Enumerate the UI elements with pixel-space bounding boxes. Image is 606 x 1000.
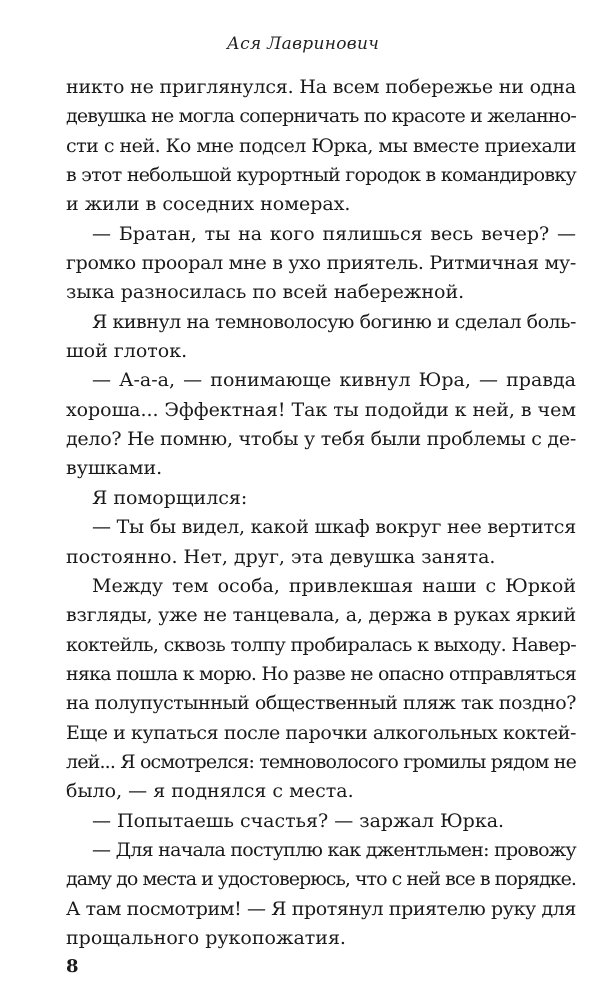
- text-line: никто не приглянулся. На всем побережье ни одна: [66, 76, 577, 98]
- text-line: няка пошла к морю. Но разве не опасно отправляться: [66, 662, 576, 685]
- text-line: громко проорал мне в ухо приятель. Ритмичная му-: [66, 252, 576, 275]
- text-line: Еще и купаться после парочки алкогольных коктей-: [66, 721, 576, 744]
- text-line: Я поморщился:: [92, 486, 248, 509]
- text-line: на полупустынный общественный пляж так поздно?: [66, 692, 576, 715]
- text-line: девушка не могла соперничать по красоте и желанно-: [66, 105, 576, 128]
- text-line: коктейль, сквозь толпу пробиралась к выходу. Навер-: [66, 633, 576, 656]
- text-line: — А-а-а, — понимающе кивнул Юра, — правда: [92, 369, 576, 392]
- text-line: постоянно. Нет, друг, эта девушка занята.: [66, 545, 496, 568]
- text-line: — Для начала поступлю как джентльмен: провожу: [92, 838, 576, 861]
- text-line: зыка разносилась по всей набережной.: [66, 281, 465, 304]
- text-line: сти с ней. Ко мне подсел Юрка, мы вместе приехали: [66, 134, 576, 157]
- text-line: даму до места и удостоверюсь, что с ней все в порядке.: [66, 868, 576, 891]
- page-number: 8: [66, 956, 79, 977]
- body-text: [66, 73, 576, 953]
- text-line: — Братан, ты на кого пялишься весь вечер? —: [92, 222, 576, 245]
- text-line: и жили в соседних номерах.: [66, 193, 351, 216]
- text-line: в этот небольшой курортный городок в командировку: [66, 164, 576, 187]
- text-line: прощального рукопожатия.: [66, 926, 346, 949]
- text-line: лей... Я осмотрелся: темноволосого громилы рядом не: [66, 750, 576, 773]
- text-line: Между тем особа, привлекшая наши с Юркой: [92, 574, 576, 597]
- text-line: дело? Не помню, чтобы у тебя были проблемы с де-: [66, 428, 576, 451]
- text-line: было, — я поднялся с места.: [66, 780, 354, 803]
- text-line: А там посмотрим! — Я протянул приятелю руку для: [66, 897, 576, 920]
- text-line: вушками.: [66, 457, 163, 480]
- text-line: взгляды, уже не танцевала, а, держа в руках яркий: [66, 604, 576, 627]
- text-line: шой глоток.: [66, 340, 188, 363]
- text-line: — Попытаешь счастья? — заржал Юрка.: [92, 809, 505, 832]
- running-header-author: Ася Лавринович: [226, 34, 380, 54]
- text-line: хороша... Эффектная! Так ты подойди к ней, в чем: [66, 398, 576, 421]
- text-line: Я кивнул на темноволосую богиню и сделал боль-: [92, 310, 576, 333]
- text-line: — Ты бы видел, какой шкаф вокруг нее вертится: [92, 516, 576, 539]
